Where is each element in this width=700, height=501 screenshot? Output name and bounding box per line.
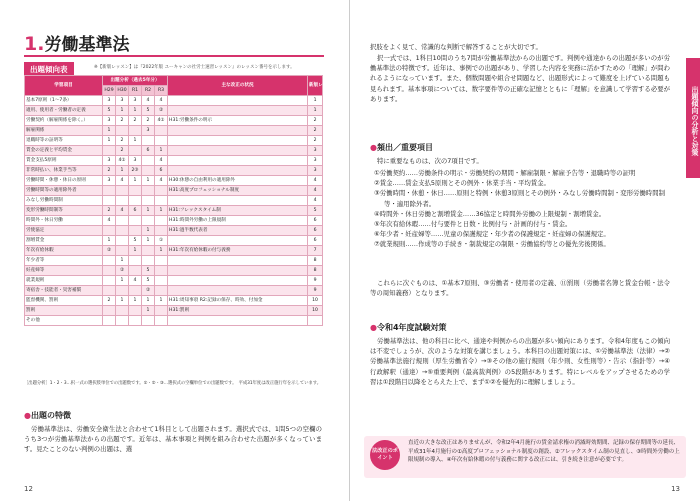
table-cell-count	[155, 276, 168, 286]
table-cell-count: 1	[116, 106, 129, 116]
table-cell-count: 4	[103, 216, 116, 226]
table-cell-count: 1	[155, 296, 168, 306]
table-cell-count	[155, 216, 168, 226]
table-cell-count	[142, 246, 155, 256]
table-cell-lesson: 7	[308, 246, 323, 256]
table-cell-count: 2③	[129, 166, 142, 176]
table-cell-revision: H31:過半数代表者	[168, 226, 308, 236]
table-cell-item: 年少者等	[25, 256, 103, 266]
table-row	[25, 236, 323, 246]
table-cell-revision: H30:休憩の自由利用の適用除外	[168, 176, 308, 186]
table-cell-count: 5	[129, 236, 142, 246]
table-cell-lesson: 2	[308, 126, 323, 136]
list-item: ⑦就業規則……作成等の手続き・制裁規定の制限・労働協約等との優先劣後関係。	[374, 240, 610, 249]
table-cell-revision	[168, 156, 308, 166]
table-cell-count	[142, 216, 155, 226]
table-cell-revision	[168, 266, 308, 276]
table-cell-count	[103, 316, 116, 326]
table-cell-item: 就業規則	[25, 276, 103, 286]
table-cell-count: 1	[142, 236, 155, 246]
table-row	[25, 306, 323, 316]
table-cell-revision	[168, 106, 308, 116]
table-cell-count: 6	[142, 146, 155, 156]
table-cell-count	[103, 266, 116, 276]
revision-point-text: 直近の大きな改正はありませんが、令和2年4月施行の賃金請求権の消滅時効期間、記録の保存期間等の延長、平成31年4月施行の①高度プロフェッショナル制度の創設、②フレックスタイム制の見直し、③時間外労働の上限規制の導入、④年次有給休暇の付与義務に関する改正には、引き続き注意が必要です。	[408, 440, 680, 464]
table-cell-revision	[168, 236, 308, 246]
table-cell-lesson: 3	[308, 166, 323, 176]
table-cell-item: 非常時払い、休業手当等	[25, 166, 103, 176]
table-cell-revision: H31:罰則	[168, 306, 308, 316]
table-cell-revision	[168, 286, 308, 296]
table-cell-count	[142, 166, 155, 176]
list-item: ⑤年次有給休暇……付与要件と日数・比例付与・計画的付与・賃金。	[374, 220, 572, 229]
chapter-title	[24, 30, 129, 55]
table-cell-count: 1	[129, 136, 142, 146]
table-cell-lesson: 10	[308, 306, 323, 316]
header-item: 学習項目	[25, 76, 103, 96]
table-row	[25, 96, 323, 106]
table-cell-count	[155, 226, 168, 236]
header-revision: 主な改正の状況	[168, 76, 308, 96]
table-cell-lesson: 1	[308, 106, 323, 116]
table-cell-lesson: 3	[308, 156, 323, 166]
table-cell-revision	[168, 166, 308, 176]
table-cell-count: 1	[142, 296, 155, 306]
table-cell-revision: H31:年次有給休暇の付与義務	[168, 246, 308, 256]
table-cell-lesson: 6	[308, 236, 323, 246]
header-year: R3	[155, 86, 168, 96]
table-cell-count	[103, 146, 116, 156]
table-cell-revision	[168, 276, 308, 286]
table-cell-count	[155, 126, 168, 136]
table-cell-count: 4	[116, 176, 129, 186]
table-cell-count: ②	[103, 246, 116, 256]
table-cell-revision	[168, 136, 308, 146]
table-cell-count: 1	[155, 206, 168, 216]
table-cell-count: 1	[142, 306, 155, 316]
table-cell-count: 5	[142, 266, 155, 276]
table-cell-count	[142, 196, 155, 206]
table-row	[25, 246, 323, 256]
table-cell-count: 3	[103, 116, 116, 126]
table-cell-count	[116, 236, 129, 246]
table-cell-count: 1	[129, 296, 142, 306]
table-cell-count: 5	[103, 106, 116, 116]
table-cell-lesson: 1	[308, 96, 323, 106]
key-items-list	[374, 168, 668, 250]
table-cell-item: 年次有給休暇	[25, 246, 103, 256]
header-year: R1	[129, 86, 142, 96]
table-cell-count: 2	[116, 116, 129, 126]
table-cell-count	[129, 306, 142, 316]
table-cell-lesson: 4	[308, 186, 323, 196]
table-cell-item: 賃金支払5原則	[25, 156, 103, 166]
table-cell-item: 適用、使用者・労働者の定義	[25, 106, 103, 116]
table-cell-revision	[168, 126, 308, 136]
table-cell-lesson: 4	[308, 176, 323, 186]
section-heading-text: 令和4年度試験対策	[376, 323, 447, 332]
table-cell-count: 1	[116, 166, 129, 176]
table-cell-count	[142, 316, 155, 326]
table-row	[25, 136, 323, 146]
table-label: 出題傾向表	[24, 62, 74, 77]
table-cell-lesson: 9	[308, 276, 323, 286]
table-row	[25, 256, 323, 266]
table-row	[25, 286, 323, 296]
table-cell-count: 1	[155, 146, 168, 156]
right-page	[350, 0, 700, 501]
table-cell-count	[129, 316, 142, 326]
table-row	[25, 206, 323, 216]
header-year: H30	[116, 86, 129, 96]
table-cell-count: 4①	[155, 116, 168, 126]
table-cell-count	[129, 146, 142, 156]
source-note: ［出題分析］1・2・3…択一式の選択肢単位での出題数です。①・②・③…選択式の空欄単位での出題数です。 平成31年度は改正施行年を示しています。	[24, 381, 322, 386]
revision-point-badge: 法改正のポイント	[370, 440, 400, 470]
title-rule	[24, 55, 324, 57]
table-cell-count	[142, 136, 155, 146]
list-item: ①労働契約……労働条件の明示・労働契約の期間・解雇制限・解雇予告等・退職時等の証明	[374, 169, 636, 177]
body-paragraph: これらに次ぐものは、①基本7原則、③労働者・使用者の定義、⑪罰則（労働者名簿と賃金台帳・法令等の周知義務）となります。	[370, 279, 670, 298]
header-year: H29	[103, 86, 116, 96]
table-cell-count	[103, 306, 116, 316]
table-row	[25, 126, 323, 136]
table-cell-revision	[168, 196, 308, 206]
table-cell-count: 4	[116, 206, 129, 216]
page-number: 12	[24, 485, 33, 493]
table-cell-count: 3	[103, 176, 116, 186]
table-cell-count: 1	[129, 106, 142, 116]
table-cell-count: 2	[103, 206, 116, 216]
body-paragraph: 労働基準法は、労働安全衛生法と合わせて1科目として出題されます。選択式では、1問5つの空欄のうち3つが労働基準法からの出題です。近年は、基本事項と判例を組み合わせた出題が多くなっています。見たことのない判例の出題は、選	[24, 425, 322, 454]
table-cell-item: 監督機関、罰則	[25, 296, 103, 306]
table-cell-lesson: 8	[308, 256, 323, 266]
table-cell-count: 1	[116, 256, 129, 266]
table-cell-count	[142, 186, 155, 196]
page-number: 13	[671, 485, 680, 493]
table-row	[25, 166, 323, 176]
table-cell-item: 寄宿舎・技能者・災害補償	[25, 286, 103, 296]
table-cell-count	[103, 196, 116, 206]
table-cell-count	[129, 186, 142, 196]
table-cell-lesson	[308, 316, 323, 326]
table-cell-count: 1	[129, 176, 142, 186]
table-cell-count	[116, 186, 129, 196]
table-cell-item: 変形労働時間制等	[25, 206, 103, 216]
side-tab: 出題傾向の分析と対策	[686, 58, 700, 178]
table-cell-item: みなし労働時間制	[25, 196, 103, 206]
table-cell-revision: H31:高度プロフェッショナル制度	[168, 186, 308, 196]
table-cell-item: 労働時間・休憩・休日の原則	[25, 176, 103, 186]
table-cell-count: 6	[155, 166, 168, 176]
table-cell-item: 労働契約（解雇関係を除く。）	[25, 116, 103, 126]
table-cell-count	[129, 126, 142, 136]
table-cell-count	[103, 186, 116, 196]
table-cell-lesson: 8	[308, 266, 323, 276]
section-heading-text: 出題の特徴	[30, 411, 71, 420]
table-cell-item: 基本7原則（1〜7条）	[25, 96, 103, 106]
table-row	[25, 176, 323, 186]
section-heading: ●令和4年度試験対策	[370, 323, 447, 332]
table-cell-lesson: 5	[308, 206, 323, 216]
table-cell-count	[129, 226, 142, 236]
table-cell-revision	[168, 316, 308, 326]
table-cell-count: ②	[142, 286, 155, 296]
table-row	[25, 196, 323, 206]
table-row	[25, 316, 323, 326]
table-cell-item: 労使協定	[25, 226, 103, 236]
table-cell-count	[155, 256, 168, 266]
table-cell-count	[116, 196, 129, 206]
table-cell-count	[129, 216, 142, 226]
table-cell-count: ①	[155, 236, 168, 246]
table-row	[25, 106, 323, 116]
table-cell-count	[103, 276, 116, 286]
table-cell-count: 1	[116, 296, 129, 306]
table-cell-count: 3	[129, 96, 142, 106]
table-cell-count: 6	[129, 206, 142, 216]
table-cell-revision	[168, 146, 308, 156]
table-cell-item: 労働時間等の適用除外者	[25, 186, 103, 196]
table-cell-count	[103, 286, 116, 296]
table-cell-count: 1	[103, 236, 116, 246]
table-cell-count: 3	[103, 96, 116, 106]
table-cell-count: 3	[142, 126, 155, 136]
table-cell-count: 1	[142, 206, 155, 216]
table-cell-count	[103, 256, 116, 266]
table-cell-revision	[168, 96, 308, 106]
table-cell-revision	[168, 256, 308, 266]
table-cell-count	[155, 196, 168, 206]
table-cell-count: ②	[116, 266, 129, 276]
list-item: ⑥年少者・妊産婦等……児童の保護規定・年少者の保護規定・妊産婦の保護規定。	[374, 230, 610, 239]
table-cell-count	[116, 226, 129, 236]
table-row	[25, 266, 323, 276]
table-cell-count: 1	[103, 136, 116, 146]
table-cell-count: 4①	[116, 156, 129, 166]
table-cell-item: 退職時等の証明等	[25, 136, 103, 146]
table-cell-count: 1	[103, 126, 116, 136]
table-cell-item: 妊産婦等	[25, 266, 103, 276]
table-cell-count: 1	[129, 246, 142, 256]
table-cell-lesson: 9	[308, 286, 323, 296]
table-cell-count: 2	[116, 136, 129, 146]
list-item: ③労働時間・休憩・休日……原則と特例・休憩3原則とその例外・みなし労働時間制・変形労働時間制等・適用除外者。	[374, 189, 665, 208]
chapter-number: 1.	[24, 33, 45, 55]
table-row	[25, 116, 323, 126]
table-row	[25, 186, 323, 196]
table-cell-count: 2	[103, 296, 116, 306]
table-cell-count	[116, 316, 129, 326]
table-cell-count	[116, 246, 129, 256]
table-cell-count	[129, 286, 142, 296]
list-item: ④時間外・休日労働と割増賃金……36協定と時間外労働の上限規制・割増賃金。	[374, 209, 606, 218]
table-cell-count: 4	[155, 176, 168, 186]
table-cell-item: 時間外・休日労働	[25, 216, 103, 226]
table-cell-count	[116, 216, 129, 226]
table-cell-count	[155, 186, 168, 196]
table-cell-item: 賃金の定義と平均賃金	[25, 146, 103, 156]
table-cell-revision: H31:労働条件の明示	[168, 116, 308, 126]
table-cell-count	[142, 256, 155, 266]
table-cell-lesson: 10	[308, 296, 323, 306]
table-cell-count: ②	[155, 106, 168, 116]
section-heading: ●頻出／重要項目	[370, 143, 433, 152]
list-item: ②賃金……賃金支払5原則とその例外・休業手当・平均賃金。	[374, 179, 550, 188]
table-cell-count	[129, 266, 142, 276]
table-cell-revision: H31:時間外労働の上限規制	[168, 216, 308, 226]
table-cell-lesson: 2	[308, 116, 323, 126]
body-paragraph: 択一式では、1科目10問のうち7問が労働基準法からの出題です。判例や通達からの出題が多いのが労働基準法の特徴です。近年は、事例での出題があり、学習した内容を実務に活かすための「理解」が問われるようになっています。また、個数問題や組合せ問題など、出題形式によって難度を上げている問題も見られます。基本事項については、数字要件等の正確な記憶とともに「理解」を意識して学習する必要があります。	[370, 54, 670, 103]
table-cell-count	[155, 306, 168, 316]
table-cell-count: 4	[155, 156, 168, 166]
table-cell-lesson: 4	[308, 196, 323, 206]
table-cell-count: 2	[129, 116, 142, 126]
table-cell-count: 2	[116, 146, 129, 156]
table-cell-count	[155, 266, 168, 276]
table-cell-count: 1	[142, 226, 155, 236]
table-cell-revision: H31:フレックスタイム制	[168, 206, 308, 216]
table-cell-count: 2	[142, 116, 155, 126]
header-freq: 出題分析（過去5年分）	[103, 76, 168, 86]
table-row	[25, 156, 323, 166]
body-paragraph: 特に重要なものは、次の7項目です。	[377, 157, 483, 165]
header-lesson: 新版レッスン	[308, 76, 323, 96]
table-cell-lesson: 6	[308, 216, 323, 226]
table-cell-lesson: 6	[308, 226, 323, 236]
header-year: R2	[142, 86, 155, 96]
table-cell-count: 4	[155, 96, 168, 106]
body-paragraph: 労働基準法は、他の科目に比べ、通達や判例からの出題が多い傾向にあります。令和4年度もこの傾向は不変でしょうが、次のような対策を講じましょう。本科目の出題対策には、①労働基準法（法律）→②労働基準法施行規則（厚生労働省令）→③その他の施行規則（年少則、女性則等）・告示（指針等）→④行政解釈（通達）→⑤重要判例（最高裁判例）の5段階があります。特にレベルをアップさせるための学習は①段階目以降をとらえた上で、まず①②を優先的に理解しましょう。	[370, 337, 670, 386]
table-cell-count: 1	[116, 276, 129, 286]
table-cell-item: 解雇関係	[25, 126, 103, 136]
table-cell-item: その他	[25, 316, 103, 326]
table-cell-count: 4	[129, 276, 142, 286]
table-cell-count	[155, 286, 168, 296]
table-cell-item: 割増賃金	[25, 236, 103, 246]
table-row	[25, 276, 323, 286]
table-cell-count: 3	[116, 96, 129, 106]
table-cell-count	[129, 196, 142, 206]
table-cell-count	[155, 316, 168, 326]
body-paragraph: 択肢をよく見て、常識的な判断で解答することが大切です。	[370, 43, 542, 51]
section-heading: ●出題の特徴	[24, 411, 71, 420]
table-note: ※【新版レッスン】は『2022年版 ユーキャンの社労士速習レッスン』のレッスン番号を示します。	[94, 65, 295, 70]
table-cell-item: 罰則	[25, 306, 103, 316]
table-cell-count: 3	[103, 156, 116, 166]
table-cell-count: 5	[142, 106, 155, 116]
frequency-table	[24, 75, 337, 326]
table-cell-count: 4	[142, 96, 155, 106]
table-cell-lesson: 2	[308, 136, 323, 146]
chapter-title-text: 労働基準法	[44, 35, 130, 55]
table-cell-count	[116, 126, 129, 136]
table-row	[25, 146, 323, 156]
table-row	[25, 216, 323, 226]
table-cell-count: 1	[155, 246, 168, 256]
table-cell-count: 1	[142, 176, 155, 186]
table-cell-count: 2	[103, 166, 116, 176]
table-cell-count	[116, 306, 129, 316]
table-cell-lesson: 3	[308, 146, 323, 156]
table-cell-count	[142, 156, 155, 166]
table-row	[25, 296, 323, 306]
table-cell-count	[116, 286, 129, 296]
table-cell-count	[103, 226, 116, 236]
table-cell-count: 3	[129, 156, 142, 166]
table-cell-count	[129, 256, 142, 266]
table-cell-count: 5	[142, 276, 155, 286]
table-cell-count	[155, 136, 168, 146]
table-cell-revision: H31:周知事項 R2:記録の保存、時効、付加金	[168, 296, 308, 306]
section-heading-text: 頻出／重要項目	[376, 143, 433, 152]
table-row	[25, 226, 323, 236]
